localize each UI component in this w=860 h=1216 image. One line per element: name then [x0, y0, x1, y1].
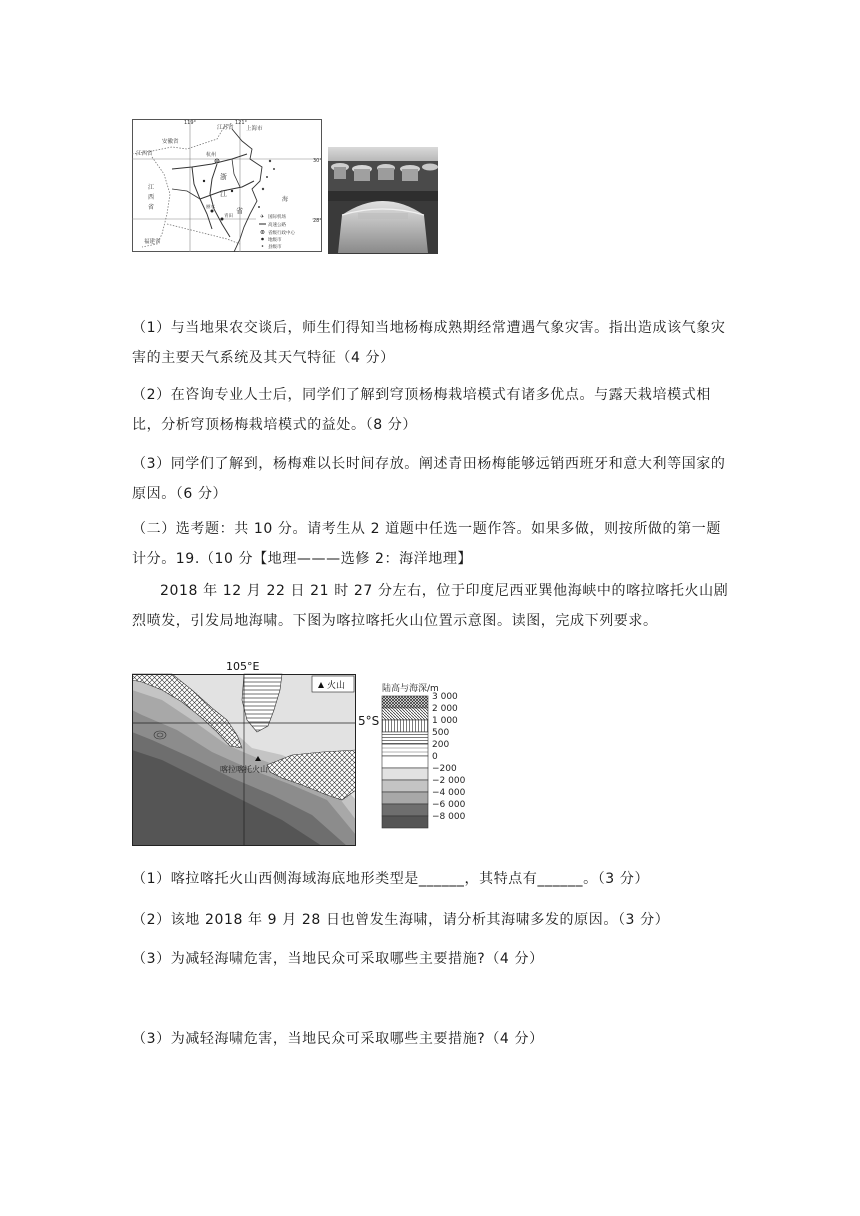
lon-label-121: 121°: [235, 120, 248, 126]
volcano-legend-label: 火山: [327, 681, 346, 691]
place-jiangxi-2: 西: [148, 194, 155, 201]
legend-swatch-minus200-minus2000: [382, 768, 428, 780]
legend-airport: 国际机场: [268, 215, 286, 220]
legend-value: 3 000: [432, 692, 458, 702]
place-qingtian: 青田: [224, 214, 233, 219]
map1-legend: [256, 211, 312, 250]
place-sea: 海: [282, 196, 289, 203]
place-jiang: 江: [220, 190, 227, 198]
lat-label-30: 30°: [313, 158, 322, 164]
legend-swatch-3000-2000: [382, 696, 428, 708]
legend-swatch-2000-1000: [382, 708, 428, 720]
legend-provincial-center: 省级行政中心: [268, 231, 295, 236]
legend-swatch-200-0: [382, 744, 428, 756]
lon-label-105e: 105°E: [226, 660, 260, 673]
dome-greenhouse-photo: [328, 147, 438, 254]
question-1-1: （1）与当地果农交谈后，师生们得知当地杨梅成熟期经常遭遇气象灾害。指出造成该气象灾害的主要天气系统及其天气特征（4 分）: [132, 320, 726, 366]
question-2-2: （2）该地 2018 年 9 月 28 日也曾发生海啸，请分析其海啸多发的原因。（3 分）: [132, 912, 670, 928]
legend-value: 0: [432, 752, 438, 762]
legend-value: −8 000: [432, 812, 466, 822]
section-2-header: （二）选考题：共 10 分。请考生从 2 道题中任选一题作答。如果多做，则按所做的第一题计分。19.（10 分【地理———选修 2：海洋地理】: [132, 521, 721, 567]
legend-county-city: 县级市: [268, 245, 282, 250]
lat-label-5s: 5°S: [358, 714, 380, 728]
legend-swatch-500-200: [382, 732, 428, 744]
section-2-intro: 2018 年 12 月 22 日 21 时 27 分左右，位于印度尼西亚巽他海峡中的喀拉喀托火山剧烈喷发，引发局地海啸。下图为喀拉喀托火山位置示意图。读图，完成下列要求。: [132, 583, 729, 629]
legend-highway: 高速公路: [268, 223, 286, 228]
legend-swatch-below-minus8000: [382, 816, 428, 828]
question-2-1: （1）喀拉喀托火山西侧海域海底地形类型是______，其特点有______。（3 分）: [132, 871, 650, 887]
krakatoa-map: [132, 660, 356, 846]
place-hangzhou: 杭州: [206, 152, 217, 158]
place-jiangxi-top: 江西省: [136, 151, 153, 157]
place-jiangsu: 江苏省: [217, 125, 234, 131]
legend-title: 陆高与海深/m: [382, 684, 439, 694]
svg-text:✈: ✈: [260, 214, 265, 220]
legend-swatch-minus6000-minus8000: [382, 804, 428, 816]
place-anhui: 安徽省: [162, 139, 179, 145]
legend-value: 500: [432, 728, 450, 738]
legend-swatch-1000-500: [382, 720, 428, 732]
place-lishui: 丽水: [206, 205, 215, 210]
question-2-3: （3）为减轻海啸危害，当地民众可采取哪些主要措施?（4 分）: [132, 951, 544, 967]
legend-value: −2 000: [432, 776, 466, 786]
legend-swatch-0-minus200: [382, 756, 428, 768]
legend-value: 200: [432, 740, 450, 750]
legend-value: −200: [432, 764, 457, 774]
question-1-3: （3）同学们了解到，杨梅难以长时间存放。阐述青田杨梅能够远销西班牙和意大利等国家的原因。（6 分）: [132, 456, 726, 502]
legend-value: −6 000: [432, 800, 466, 810]
legend-value: −4 000: [432, 788, 466, 798]
legend-swatch-minus4000-minus6000: [382, 792, 428, 804]
place-jiangxi-1: 江: [148, 184, 155, 191]
legend-value: 2 000: [432, 704, 458, 714]
legend-value: 1 000: [432, 716, 458, 726]
lat-label-28: 28°: [313, 218, 322, 224]
place-sheng: 省: [236, 207, 243, 215]
zhejiang-map: [132, 119, 322, 252]
legend-swatch-minus2000-minus4000: [382, 780, 428, 792]
question-2-3-repeat: （3）为减轻海啸危害，当地民众可采取哪些主要措施?（4 分）: [132, 1031, 544, 1047]
place-zhe: 浙: [220, 173, 227, 181]
question-1-2: （2）在咨询专业人士后，同学们了解到穹顶杨梅栽培模式有诸多优点。与露天栽培模式相比，分析穹顶杨梅栽培模式的益处。（8 分）: [132, 387, 711, 433]
lon-label-119: 119°: [184, 120, 197, 126]
place-fujian: 福建省: [144, 239, 161, 245]
legend-prefecture-city: 地级市: [268, 238, 282, 243]
volcano-name: 喀拉喀托火山: [220, 765, 268, 774]
place-shanghai: 上海市: [246, 126, 263, 132]
elevation-depth-legend: [378, 682, 478, 848]
place-jiangxi-3: 省: [148, 204, 155, 211]
